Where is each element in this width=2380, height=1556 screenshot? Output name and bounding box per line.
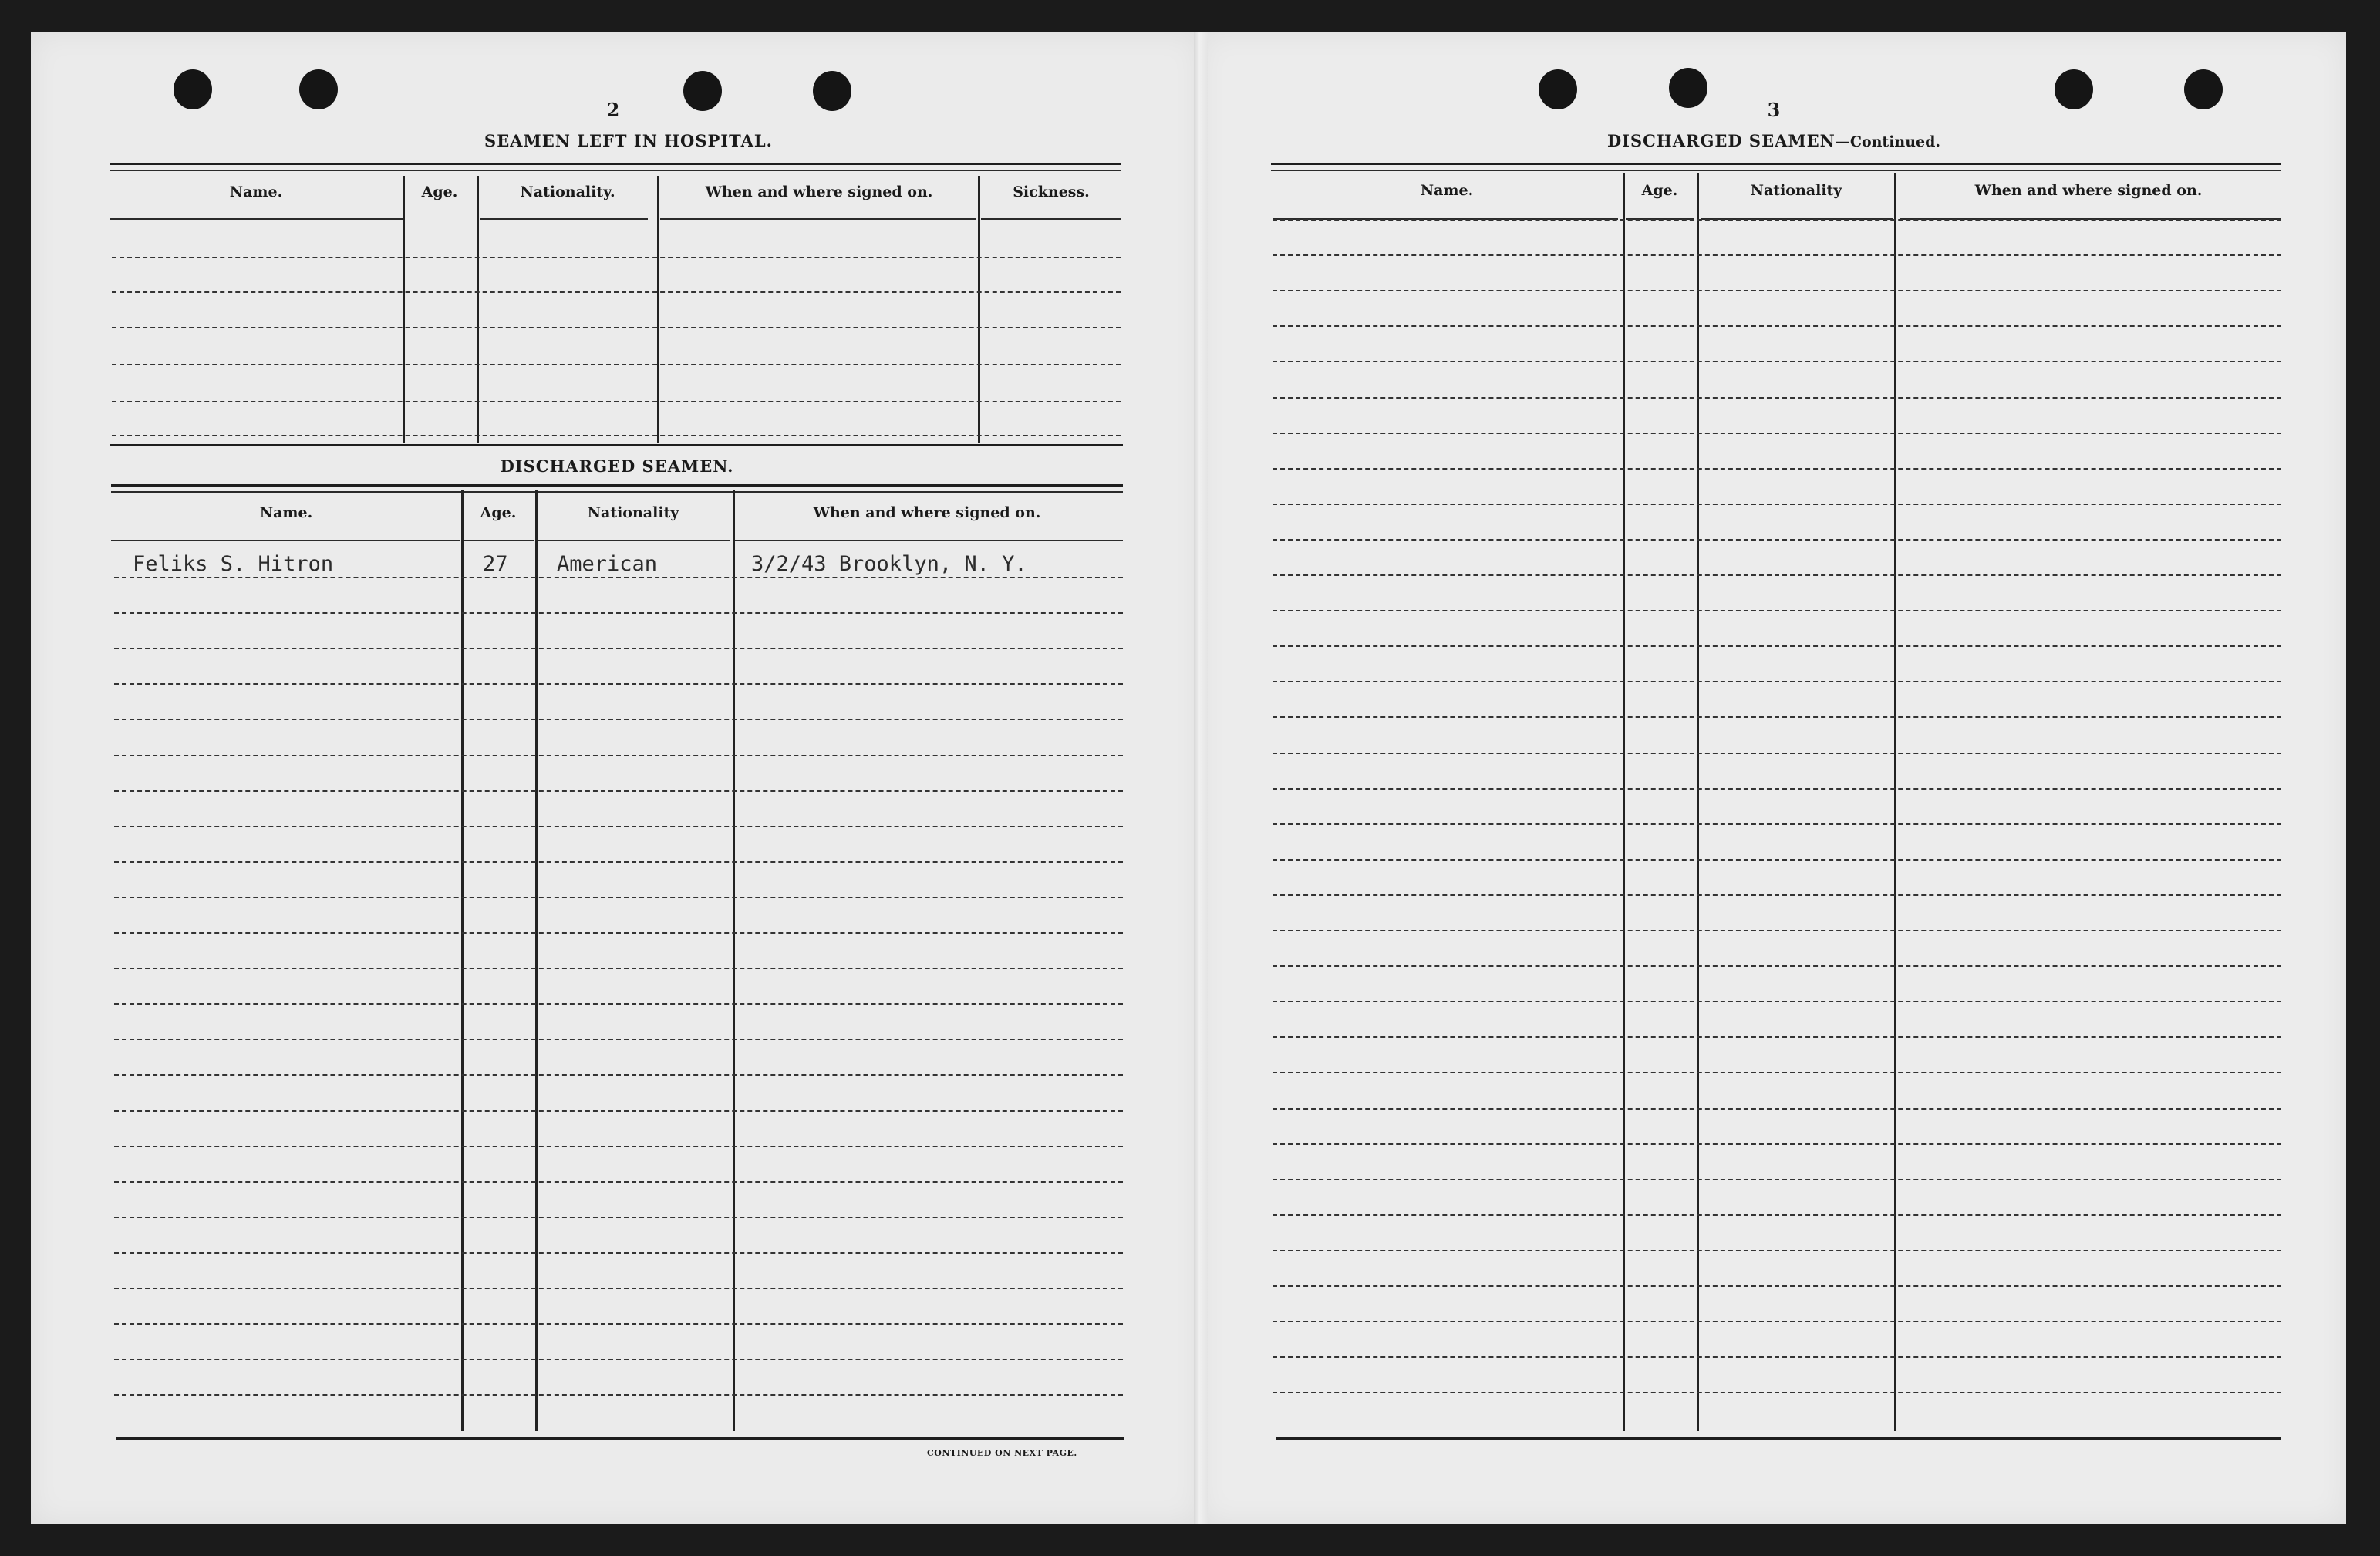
ruled-line [1273,1356,2281,1358]
ruled-line [114,826,1123,827]
ruled-line [112,401,1121,402]
column-header-signed-on: When and where signed on. [705,184,933,200]
punch-hole [1669,68,1707,108]
seaman-name: Feliks S. Hitron [133,552,334,576]
title-main: DISCHARGED SEAMEN [1606,131,1836,150]
ruled-line [1273,1250,2281,1251]
rule [110,163,1121,165]
punch-hole [683,71,722,111]
column-divider [978,176,980,443]
page-spine [1194,32,1208,1524]
ruled-line [114,1359,1123,1360]
column-header-age: Age. [1641,182,1678,199]
column-header-age: Age. [480,504,517,521]
page-number: 2 [606,99,620,121]
ruled-line [114,861,1123,863]
ruled-line [114,790,1123,792]
ruled-line [1273,788,2281,790]
ruled-line [114,1181,1123,1183]
ruled-line [1273,1214,2281,1216]
column-header-age: Age. [421,184,458,200]
header-underline [981,218,1121,220]
column-divider [461,490,464,1431]
ruled-line [114,755,1123,756]
column-divider [403,176,405,443]
column-header-signed-on: When and where signed on. [1974,182,2203,199]
column-header-signed-on: When and where signed on. [813,504,1041,521]
ruled-line [112,291,1121,293]
ruled-line [114,683,1123,685]
seaman-signed-on: 3/2/43 Brooklyn, N. Y. [751,552,1027,576]
punch-hole [2184,69,2223,109]
ruled-line [1273,219,2281,221]
section-title-discharged: DISCHARGED SEAMEN. [500,456,734,476]
ruled-line [1273,290,2281,291]
column-divider [535,490,538,1431]
punch-hole [174,69,212,109]
ruled-line [1273,823,2281,825]
ruled-line [1273,610,2281,611]
ruled-line [1273,1001,2281,1002]
rule [116,1437,1124,1440]
header-underline [111,540,460,541]
ruled-line [114,968,1123,969]
ruled-line [112,364,1121,365]
ruled-line [1273,1179,2281,1180]
ruled-line [114,1146,1123,1147]
seaman-age: 27 [483,552,508,576]
ruled-line [114,1323,1123,1325]
ruled-line [1273,361,2281,362]
header-underline [537,540,730,541]
right-page [1200,32,2346,1524]
ruled-line [114,1288,1123,1289]
ruled-line [1273,1392,2281,1393]
section-title-discharged-continued [1573,131,1974,150]
column-divider [477,176,479,443]
column-divider [657,176,659,443]
ruled-line [1273,1108,2281,1110]
ruled-line [112,257,1121,258]
ruled-line [1273,1143,2281,1145]
ruled-line [112,327,1121,328]
ruled-line [1273,930,2281,931]
ruled-line [1273,681,2281,682]
ruled-line [114,648,1123,649]
ruled-line [1273,254,2281,256]
ruled-line [1273,1072,2281,1073]
ruled-line [114,1217,1123,1218]
rule [1271,170,2281,171]
rule [1276,1437,2281,1440]
column-header-name: Name. [259,504,313,521]
column-header-sickness: Sickness. [1013,184,1090,200]
section-title-hospital: SEAMEN LEFT IN HOSPITAL. [484,131,773,150]
ruled-line [1273,1321,2281,1322]
ruled-line [1273,894,2281,896]
ruled-line [114,719,1123,720]
header-underline [110,218,403,220]
ruled-line [1273,397,2281,399]
ruled-line [1273,1036,2281,1038]
title-suffix: —Continued. [1835,133,1941,150]
ruled-line [114,1252,1123,1254]
ruled-line [1273,753,2281,754]
column-header-name: Name. [1420,182,1474,199]
ruled-line [1273,859,2281,861]
rule [1271,163,2281,165]
ruled-line [114,1074,1123,1076]
punch-hole [1539,69,1577,109]
ruled-line [114,1039,1123,1040]
ruled-line [1273,325,2281,327]
ruled-line [114,932,1123,934]
ruled-line [1273,965,2281,967]
column-header-name: Name. [229,184,283,200]
ruled-line [114,897,1123,898]
column-divider [733,490,735,1431]
ruled-line [112,435,1121,436]
rule [111,484,1123,487]
ruled-line [1273,504,2281,505]
ruled-line [1273,539,2281,541]
punch-hole [2055,69,2093,109]
ruled-line [1273,468,2281,470]
ruled-line [114,1110,1123,1112]
ruled-line [1273,1285,2281,1287]
ruled-line [114,612,1123,614]
ruled-line [1273,645,2281,647]
ruled-line [1273,574,2281,576]
rule [110,170,1121,171]
punch-hole [813,71,851,111]
header-underline [734,540,1123,541]
column-header-nationality: Nationality. [520,184,615,200]
rule [110,444,1123,446]
rule [111,491,1123,493]
ruled-line [114,1394,1123,1396]
continued-note: CONTINUED ON NEXT PAGE. [927,1448,1077,1458]
header-underline [660,218,976,220]
punch-hole [299,69,338,109]
column-header-nationality: Nationality [587,504,679,521]
ruled-line [114,1003,1123,1005]
header-underline [480,218,648,220]
ruled-line [1273,433,2281,434]
page-number: 3 [1767,99,1781,121]
seaman-nationality: American [557,552,658,576]
ruled-line [1273,716,2281,718]
ruled-line [114,577,1123,578]
column-header-nationality: Nationality [1750,182,1842,199]
header-underline [463,540,534,541]
